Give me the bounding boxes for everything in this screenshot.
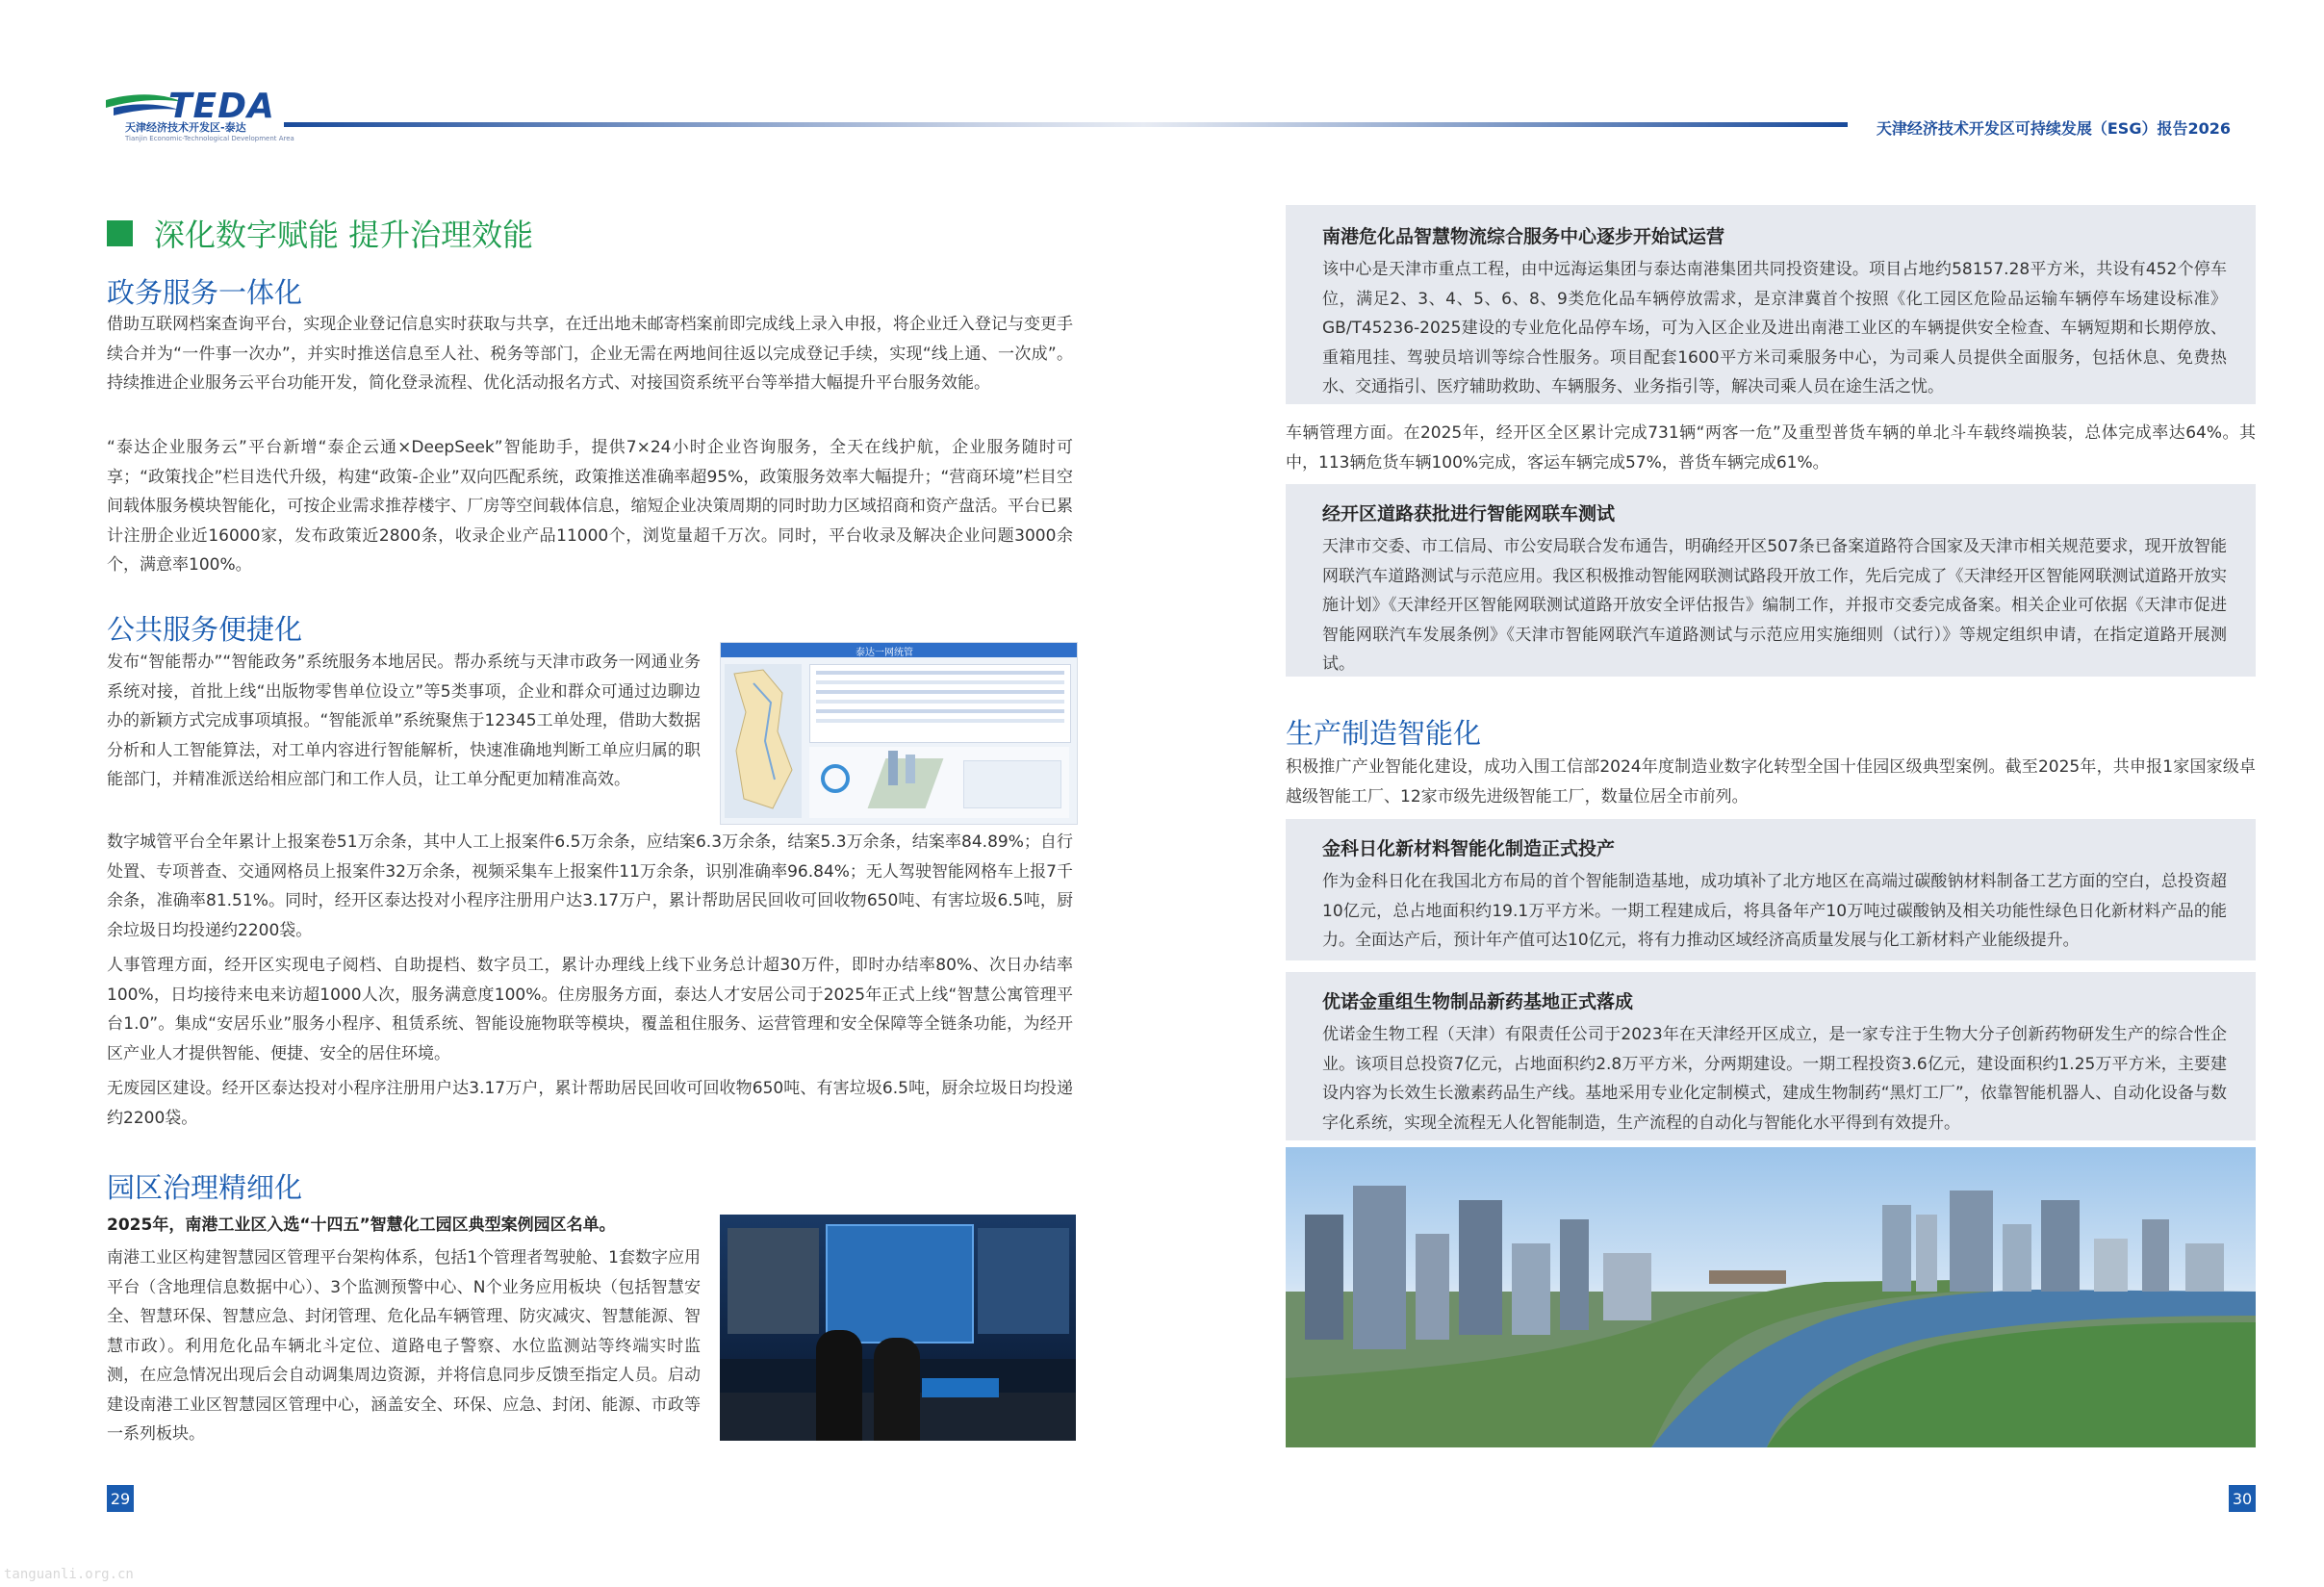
info-box-jinke: [1286, 819, 2256, 960]
section-heading: [107, 211, 533, 255]
info-box-connected-vehicles: [1286, 484, 2256, 677]
map-shape-icon: [725, 664, 802, 818]
control-room-photo: [720, 1215, 1076, 1441]
data-table-panel: [809, 664, 1071, 743]
heading-park-governance: 园区治理精细化: [107, 1171, 303, 1204]
box-title: 南港危化品智慧物流综合服务中心逐步开始试运营: [1322, 226, 1725, 247]
watermark-text: tanguanli.org.cn: [4, 1567, 134, 1582]
video-wall-left: [728, 1228, 819, 1334]
logo-english-name: Tianjin Economic-Technological Development Area: [125, 135, 294, 142]
heading-smart-manufacturing: 生产制造智能化: [1286, 717, 1482, 750]
box-body: 作为金科日化在我国北方布局的首个智能制造基地，成功填补了北方地区在高端过碳酸钠材料制备工艺方面的空白，总投资超10亿元，总占地面积约19.1万平方米。一期工程建成后，将具备年产10万吨过碳酸钠及相关功能性绿色日化新材料产品的能力。全面达产后，预计年产值可达10亿元，将有力推动区域经济高质量发展与化工新材料产业能级提升。: [1322, 872, 2227, 950]
box-title: 优诺金重组生物制品新药基地正式落成: [1322, 991, 1634, 1012]
section-title: 深化数字赋能 提升治理效能: [154, 217, 534, 253]
video-wall-center: [826, 1224, 974, 1344]
heading-public-service: 公共服务便捷化: [107, 613, 303, 646]
city-3d-panel: [809, 747, 1069, 818]
logo-chinese-name: 天津经济技术开发区-泰达: [125, 121, 246, 134]
paragraph: 发布“智能帮办”“智能政务”系统服务本地居民。帮办系统与天津市政务一网通业务系统对接，首批上线“出版物零售单位设立”等5类事项，企业和群众可通过边聊边办的新颖方式完成事项填报。“智能派单”系统聚焦于12345工单处理，借助大数据分析和人工智能算法，对工单内容进行智能解析，快速准确地判断工单应归属的职能部门，并精准派送给相应部门和工作人员，让工单分配更加精准高效。: [107, 653, 701, 789]
heading-government-service: 政务服务一体化: [107, 276, 303, 309]
logo-wordmark: TEDA: [168, 87, 275, 126]
paragraph: 无废园区建设。经开区泰达投对小程序注册用户达3.17万户，累计帮助居民回收可回收物650吨、有害垃圾6.5吨，厨余垃圾日均投递约2200袋。: [107, 1079, 1073, 1128]
paragraph: 人事管理方面，经开区实现电子阅档、自助提档、数字员工，累计办理线上线下业务总计超30万件，即时办结率80%、次日办结率100%，日均接待来电来访超1000人次，服务满意度100%。住房服务方面，泰达人才安居公司于2025年正式上线“智慧公寓管理平台1.0”。集成“安居乐业”服务小程序、租赁系统、智能设施物联等模块，覆盖租住服务、运营管理和安全保障等全链条功能，为经开区产业人才提供智能、便捷、安全的居住环境。: [107, 956, 1073, 1063]
paragraph: 南港工业区构建智慧园区管理平台架构体系，包括1个管理者驾驶舱、1套数字应用平台（含地理信息数据中心）、3个监测预警中心、N个业务应用板块（包括智慧安全、智慧环保、智慧应急、封闭管理、危化品车辆管理、防灾减灾、智慧能源、智慧市政）。利用危化品车辆北斗定位、道路电子警察、水位监测站等终端实时监测，在应急情况出现后会自动调集周边资源，并将信息同步反馈至指定人员。启动建设南港工业区智慧园区管理中心，涵盖安全、环保、应急、封闭、能源、市政等一系列板块。: [107, 1248, 701, 1444]
bold-highlight-line: 2025年，南港工业区入选“十四五”智慧化工园区典型案例园区名单。: [107, 1216, 616, 1235]
report-title: 天津经济技术开发区可持续发展（ESG）报告2026: [1876, 119, 2231, 138]
paragraph: “泰达企业服务云”平台新增“泰企云通×DeepSeek”智能助手，提供7×24小时企业咨询服务，全天在线护航，企业服务随时可享；“政策找企”栏目迭代升级，构建“政策-企业”双向匹配系统，政策推送准确率超95%，政策服务效率大幅提升；“营商环境”栏目空间载体服务模块智能化，可按企业需求推荐楼宇、厂房等空间载体信息，缩短企业决策周期的同时助力区域招商和资产盘活。平台已累计注册企业近16000家，发布政策近2800条，收录企业产品11000个，浏览量超千万次。同时，平台收录及解决企业问题3000余个，满意率100%。: [107, 438, 1073, 575]
map-panel: [725, 664, 802, 818]
person-left-icon: [816, 1330, 862, 1441]
header-divider: [284, 122, 1848, 127]
box-body: 天津市交委、市工信局、市公安局联合发布通告，明确经开区507条已备案道路符合国家及天津市相关规范要求，现开放智能网联汽车道路测试与示范应用。我区积极推动智能网联测试路段开放工作，先后完成了《天津经开区智能网联测试道路开放实施计划》《天津经开区智能网联测试道路开放安全评估报告》编制工作，并报市交委完成备案。相关企业可依据《天津市促进智能网联汽车发展条例》《天津市智能网联汽车道路测试与示范应用实施细则（试行）》等规定组织申请，在指定道路开展测试。: [1322, 537, 2227, 674]
paragraph: 借助互联网档案查询平台，实现企业登记信息实时获取与共享，在迁出地未邮寄档案前即完成线上录入申报，将企业迁入登记与变更手续合并为“一件事一次办”，并实时推送信息至人社、税务等部门，企业无需在两地间往返以完成登记手续，实现“线上通、一次成”。持续推进企业服务云平台功能开发，简化登录流程、优化活动报名方式、对接国资系统平台等举措大幅提升平台服务效能。: [107, 315, 1073, 393]
box-title: 经开区道路获批进行智能网联车测试: [1322, 503, 1616, 525]
info-box-uonuojin: [1286, 972, 2256, 1140]
page-number-right: 30: [2229, 1485, 2256, 1512]
logo-circle-icon: [821, 764, 850, 793]
box-body: 优诺金生物工程（天津）有限责任公司于2023年在天津经开区成立，是一家专注于生物大分子创新药物研发生产的综合性企业。该项目总投资7亿元，占地面积约2.8万平方米，分两期建设。一期工程投资3.6亿元，建设面积约1.25万平方米，主要建设内容为长效生长激素药品生产线。基地采用专业化定制模式，建成生物制药“黑灯工厂”，依靠智能机器人、自动化设备与数字化系统，实现全流程无人化智能制造，生产流程的自动化与智能化水平得到有效提升。: [1322, 1025, 2227, 1133]
city-skyline-photo: [1286, 1147, 2256, 1447]
dashboard-title: 泰达一网统管: [856, 648, 913, 658]
person-right-icon: [874, 1338, 920, 1441]
video-wall-right: [978, 1228, 1069, 1334]
info-box-logistics: [1286, 205, 2256, 404]
paragraph: 数字城管平台全年累计上报案卷51万余条，其中人工上报案件6.5万余条，应结案6.3万余条，结案5.3万余条，结案率84.89%；自行处置、专项普查、交通网格员上报案件32万余条，视频采集车上报案件11万余条，识别准确率96.84%；无人驾驶智能网格车上报7千余条，准确率81.51%。同时，经开区泰达投对小程序注册用户达3.17万户，累计帮助居民回收可回收物650吨、有害垃圾6.5吨，厨余垃圾日均投递约2200袋。: [107, 832, 1073, 940]
dashboard-screenshot-image: [720, 642, 1078, 825]
page-number-left: 29: [107, 1485, 134, 1512]
section-square-icon: [107, 220, 133, 246]
box-title: 金科日化新材料智能化制造正式投产: [1322, 838, 1616, 859]
skyline-illustration: [1286, 1147, 2256, 1447]
box-body: 该中心是天津市重点工程，由中远海运集团与泰达南港集团共同投资建设。项目占地约58157.28平方米，共设有452个停车位，满足2、3、4、5、6、8、9类危化品车辆停放需求，是京津冀首个按照《化工园区危险品运输车辆停车场建设标准》GB/T45236-2025建设的专业危化品停车场，可为入区企业及进出南港工业区的车辆提供安全检查、车辆短期和长期停放、重箱甩挂、驾驶员培训等综合性服务。项目配套1600平方米司乘服务中心，为司乘人员提供全面服务，包括休息、免费热水、交通指引、医疗辅助救助、车辆服务、业务指引等，解决司乘人员在途生活之忧。: [1322, 260, 2227, 397]
paragraph: 车辆管理方面。在2025年，经开区全区累计完成731辆“两客一危”及重型普货车辆的单北斗车载终端换装，总体完成率达64%。其中，113辆危货车辆100%完成，客运车辆完成57%，普货车辆完成61%。: [1286, 423, 2256, 473]
paragraph: 积极推广产业智能化建设，成功入围工信部2024年度制造业数字化转型全国十佳园区级典型案例。截至2025年，共申报1家国家级卓越级智能工厂、12家市级先进级智能工厂，数量位居全市前列。: [1286, 757, 2256, 806]
